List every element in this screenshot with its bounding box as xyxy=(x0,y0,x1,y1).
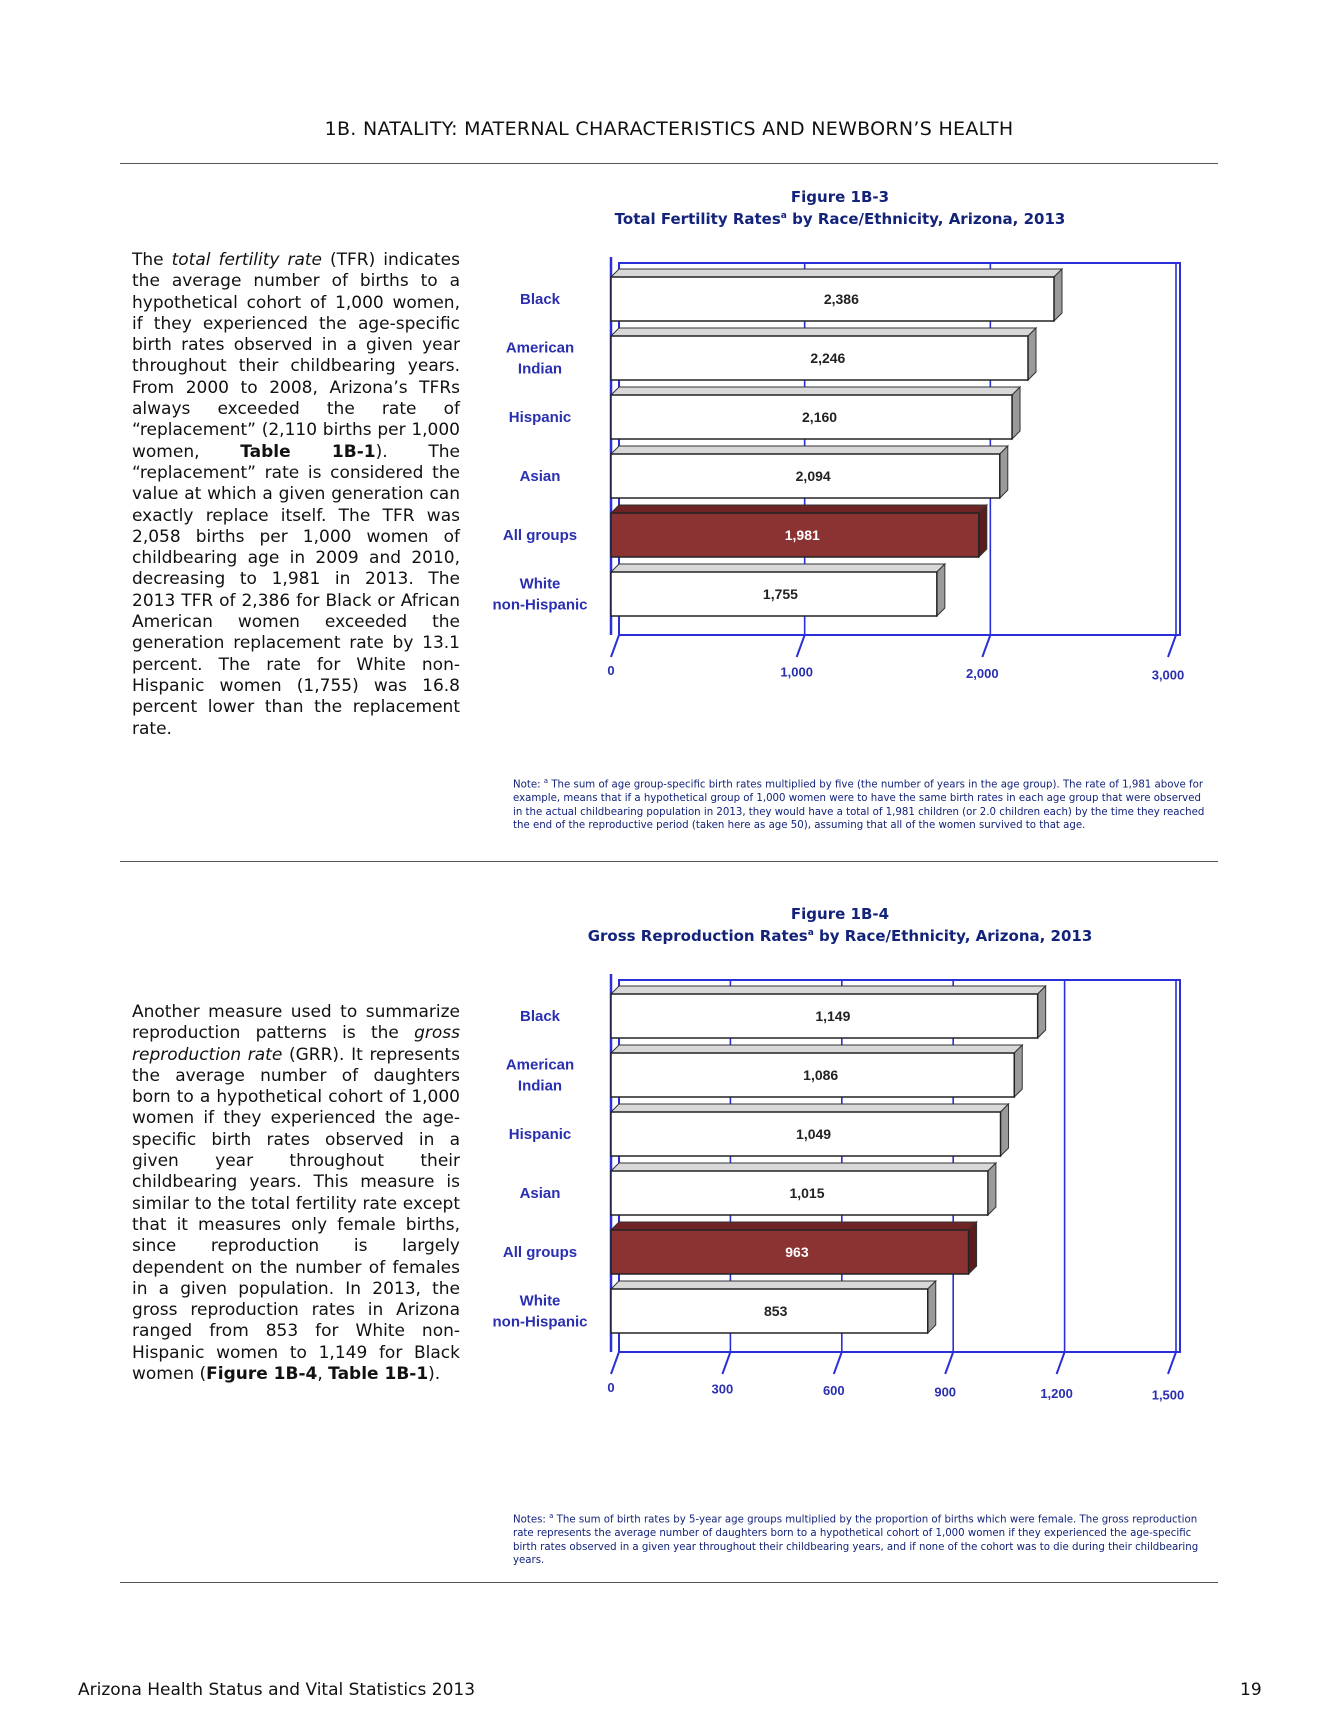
tick-mark xyxy=(611,1352,619,1374)
category-label: Indian xyxy=(517,360,563,378)
bar-side-face xyxy=(1054,269,1062,321)
tick-mark xyxy=(945,1352,953,1374)
tick-mark xyxy=(1168,1352,1176,1374)
data-label: 1,149 xyxy=(815,1008,851,1024)
category-label: non-Hispanic xyxy=(492,1313,588,1331)
figure-label: Figure 1B-3 xyxy=(790,188,890,206)
bar-side-face xyxy=(937,564,945,616)
tick-mark xyxy=(982,635,990,657)
tick-label: 600 xyxy=(822,1383,845,1398)
footer-rule xyxy=(120,1582,1218,1583)
data-label: 1,755 xyxy=(762,586,798,602)
bar-top-face xyxy=(611,1104,1009,1112)
bar-top-face xyxy=(611,1045,1022,1053)
bar-side-face xyxy=(1028,328,1036,380)
bar-top-face xyxy=(611,328,1036,336)
bar-side-face xyxy=(1012,387,1020,439)
data-label: 853 xyxy=(764,1303,788,1319)
grr-bar-chart xyxy=(492,972,1208,1403)
tick-mark xyxy=(834,1352,842,1374)
data-label: 2,160 xyxy=(802,409,838,425)
category-label: All groups xyxy=(502,527,578,544)
category-label: All groups xyxy=(502,1244,578,1261)
header-rule xyxy=(120,163,1218,164)
tick-mark xyxy=(1168,635,1176,657)
figure-1b4-note: Notes: $^a$ The sum of birth rates by 5-year age groups multiplied by the proportion of births which were female. The gross reproduction rate represents the average number of daughters born to a hypothetical cohort of 1,000 women if they experienced the age-specific birth rates observed in a given year throughout their childbearing years, and if none of the cohort was to die during their childbearing years. xyxy=(513,1512,1199,1567)
data-label: 1,015 xyxy=(789,1185,825,1201)
grr-paragraph: Another measure used to summarize reproduction patterns is the gross reproduction rate (GRR). It represents the average number of daughters born to a hypothetical cohort of 1,000 women if they experienced the age-specific birth rates observed in a given year throughout their childbearing years. This measure is similar to the total fertility rate except that it measures only female births, since reproduction is largely dependent on the number of females in a given population. In 2013, the gross reproduction rates in Arizona ranged from 853 for White non-Hispanic women to 1,149 for Black women (Figure 1B-4, Table 1B-1). xyxy=(132,1002,460,1385)
bar-top-face xyxy=(611,505,987,513)
tfr-paragraph: The total fertility rate (TFR) indicates the average number of births to a hypothetical cohort of 1,000 women, if they experienced the age-specific birth rates observed in a given year throughout their childbearing years. From 2000 to 2008, Arizona’s TFRs always exceeded the rate of “replacement” (2,110 births per 1,000 women, Table 1B-1). The “replacement” rate is considered the value at which a given generation can exactly replace itself. The TFR was 2,058 births per 1,000 women of childbearing age in 2009 and 2010, decreasing to 1,981 in 2013. The 2013 TFR of 2,386 for Black or African American women exceeded the generation replacement rate by 13.1 percent. The rate for White non-Hispanic women (1,755) was 16.8 percent lower than the replacement rate. xyxy=(132,250,460,739)
bar-side-face xyxy=(988,1163,996,1215)
bar-top-face xyxy=(611,1281,936,1289)
tfr-bar-chart xyxy=(492,255,1208,683)
tick-label: 900 xyxy=(934,1384,957,1400)
data-label: 2,094 xyxy=(795,468,831,484)
bar-top-face xyxy=(611,446,1008,454)
bar-side-face xyxy=(969,1222,977,1274)
figure-1b3-note: Note: $^a$ The sum of age group-specific birth rates multiplied by five (the number of years in the age group). The rate of 1,981 above for example, means that if a hypothetical group of 1,000 women were to have the same birth rates in each age group that were observed in the actual childbearing population in 2013, they would have a total of 1,981 children (or 2.0 children each) by the time they reached the end of the reproductive period (taken here as age 50), assuming that all of the women survived to that age. xyxy=(513,777,1205,832)
tick-mark xyxy=(611,635,619,657)
tick-label: 2,000 xyxy=(966,666,999,681)
data-label: 1,086 xyxy=(803,1067,839,1083)
bar-side-face xyxy=(1001,1104,1009,1156)
tick-label: 300 xyxy=(711,1381,734,1397)
footer-title: Arizona Health Status and Vital Statistics 2013 xyxy=(78,1680,476,1700)
bar-side-face xyxy=(1014,1045,1022,1097)
bar-top-face xyxy=(611,986,1046,994)
bar-top-face xyxy=(611,564,945,572)
bar-top-face xyxy=(611,387,1020,395)
bar-side-face xyxy=(1038,986,1046,1038)
tick-mark xyxy=(797,635,805,657)
bar-top-face xyxy=(611,1163,996,1171)
tick-label: 0 xyxy=(607,663,615,678)
bar-side-face xyxy=(979,505,987,557)
data-label: 2,246 xyxy=(810,350,846,366)
section-rule xyxy=(120,861,1218,862)
bar-side-face xyxy=(928,1281,936,1333)
category-label: Indian xyxy=(517,1077,563,1095)
bar-side-face xyxy=(1000,446,1008,498)
category-label: Black xyxy=(519,291,561,308)
page-number: 19 xyxy=(1240,1680,1262,1700)
data-label: 2,386 xyxy=(823,291,859,307)
bar-top-face xyxy=(611,269,1062,277)
category-label: Hispanic xyxy=(508,409,572,426)
figure-caption: Total Fertility Rates$^a$ by Race/Ethnicity, Arizona, 2013 xyxy=(614,210,1066,228)
bar-top-face xyxy=(611,1222,977,1230)
figure-1b3-title xyxy=(560,188,1120,229)
page-header: 1B. NATALITY: MATERNAL CHARACTERISTICS AND NEWBORN’S HEALTH xyxy=(324,118,1014,140)
figure-1b4-title xyxy=(560,905,1120,946)
category-label: American xyxy=(505,339,575,357)
data-label: 963 xyxy=(785,1244,809,1260)
category-label: non-Hispanic xyxy=(492,596,588,614)
tick-label: 1,500 xyxy=(1151,1387,1185,1403)
tick-label: 0 xyxy=(607,1380,615,1395)
data-label: 1,049 xyxy=(796,1126,832,1142)
tick-mark xyxy=(1057,1352,1065,1374)
tick-label: 1,000 xyxy=(780,664,813,680)
category-label: Asian xyxy=(519,468,561,485)
tick-label: 3,000 xyxy=(1151,667,1185,683)
category-label: White xyxy=(519,1292,561,1310)
data-label: 1,981 xyxy=(784,527,820,543)
figure-label: Figure 1B-4 xyxy=(790,905,890,923)
category-label: American xyxy=(505,1056,575,1074)
category-label: Asian xyxy=(519,1185,561,1202)
category-label: White xyxy=(519,575,561,593)
figure-caption: Gross Reproduction Rates$^a$ by Race/Ethnicity, Arizona, 2013 xyxy=(587,927,1093,945)
tick-label: 1,200 xyxy=(1040,1386,1073,1401)
category-label: Black xyxy=(519,1008,561,1025)
tick-mark xyxy=(722,1352,730,1374)
category-label: Hispanic xyxy=(508,1126,572,1143)
